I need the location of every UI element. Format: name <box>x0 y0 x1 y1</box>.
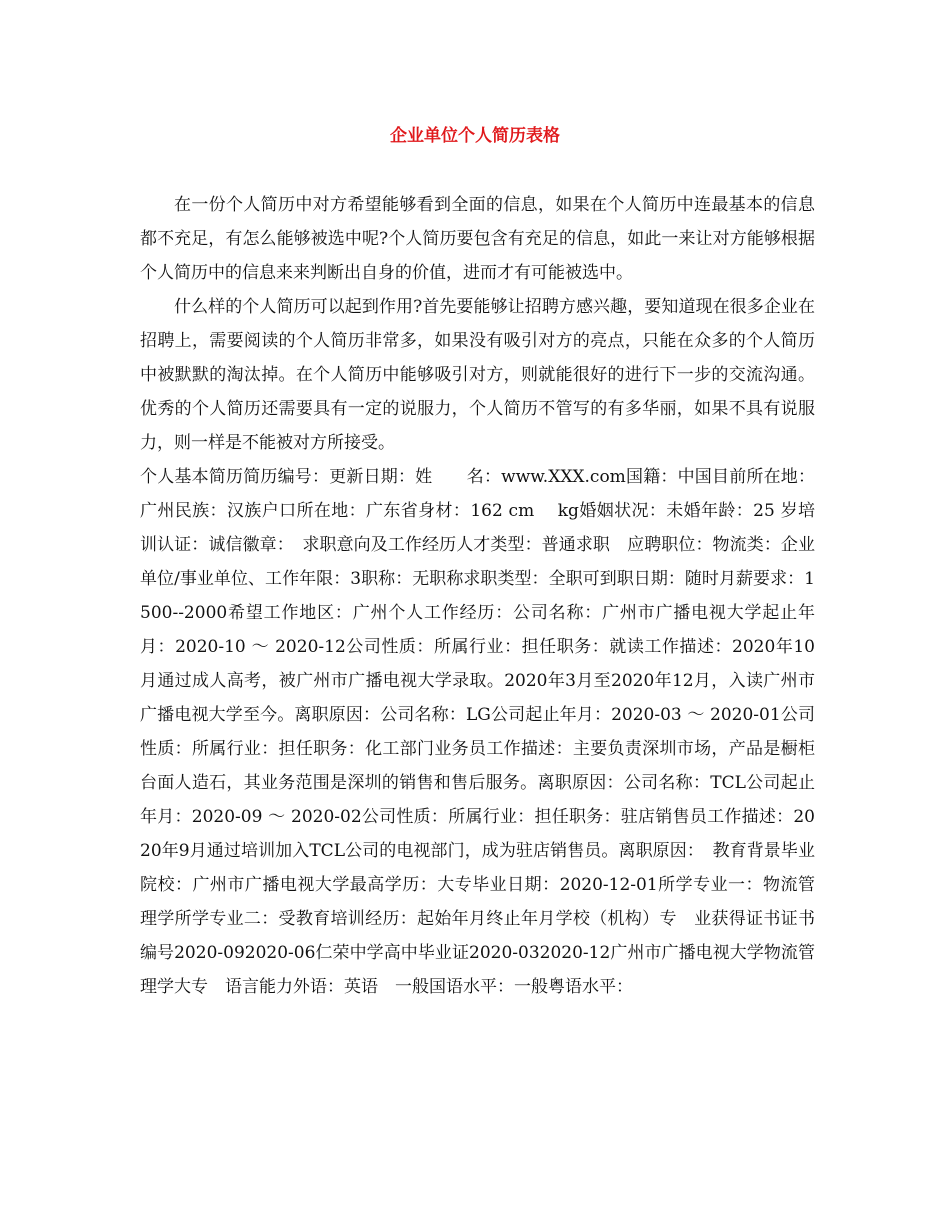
advice-paragraph: 什么样的个人简历可以起到作用?首先要能够让招聘方感兴趣，要知道现在很多企业在招聘上，需要阅读的个人简历非常多，如果没有吸引对方的亮点，只能在众多的个人简历中被默默的淘汰掉。在个人简历中能够吸引对方，则就能很好的进行下一步的交流沟通。优秀的个人简历还需要具有一定的说服力，个人简历不管写的有多华丽，如果不具有说服力，则一样是不能被对方所接受。 <box>140 297 815 453</box>
intro-paragraph: 在一份个人简历中对方希望能够看到全面的信息，如果在个人简历中连最基本的信息都不充足，有怎么能够被选中呢?个人简历要包含有充足的信息，如此一来让对方能够根据个人简历中的信息来来判断出自身的价值，进而才有可能被选中。 <box>140 195 815 283</box>
document-body <box>140 188 815 1004</box>
page-title: 企业单位个人简历表格 <box>390 126 560 146</box>
resume-details-paragraph: 个人基本简历简历编号：更新日期：姓 名：www.XXX.com国籍：中国目前所在地：广州民族：汉族户口所在地：广东省身材：162 cm kg婚姻状况：未婚年龄：25 岁培训认证：诚信徽章： 求职意向及工作经历人才类型：普通求职 应聘职位：物流类：企业单位/事业单位、工作年限：3职称：无职称求职类型：全职可到职日期：随时月薪要求：1500--2000希望工作地区：广州个人工作经历：公司名称：广州市广播电视大学起止年月：2020-10 ～ 2020-12公司性质：所属行业：担任职务：就读工作描述：2020年10月通过成人高考，被广州市广播电视大学录取。2020年3月至2020年12月，入读广州市广播电视大学至今。离职原因：公司名称：LG公司起止年月：2020-03 ～ 2020-01公司性质：所属行业：担任职务：化工部门业务员工作描述：主要负责深圳市场，产品是橱柜台面人造石，其业务范围是深圳的销售和售后服务。离职原因：公司名称：TCL公司起止年月：2020-09 ～ 2020-02公司性质：所属行业：担任职务：驻店销售员工作描述：2020年9月通过培训加入TCL公司的电视部门，成为驻店销售员。离职原因： 教育背景毕业院校：广州市广播电视大学最高学历：大专毕业日期：2020-12-01所学专业一：物流管理学所学专业二：受教育培训经历：起始年月终止年月学校（机构）专 业获得证书证书编号2020-092020-06仁荣中学高中毕业证2020-032020-12广州市广播电视大学物流管理学大专 语言能力外语：英语 一般国语水平：一般粤语水平： <box>140 467 815 997</box>
